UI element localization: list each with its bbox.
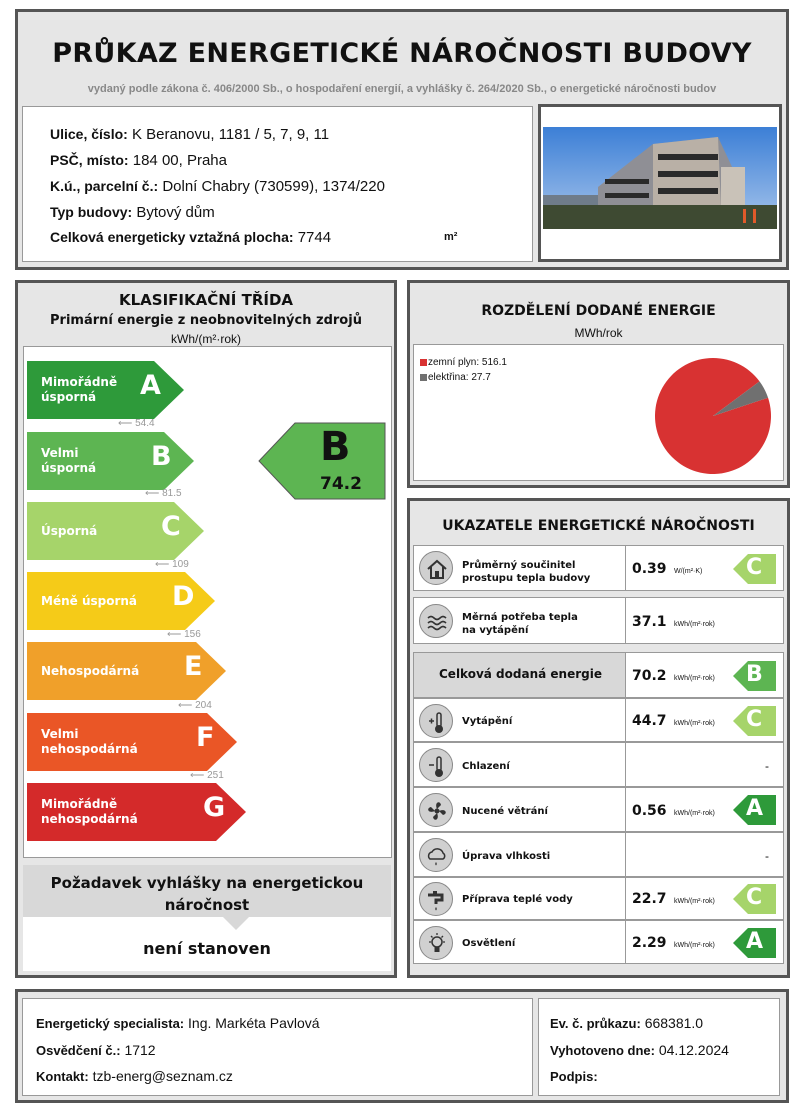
threshold-bc: ⟵ 81.5 — [145, 488, 182, 499]
street-label: Ulice, číslo: — [50, 126, 128, 142]
building-photo — [538, 104, 782, 262]
threshold-cd: ⟵ 109 — [155, 559, 189, 570]
area-value: 7744 — [297, 229, 332, 246]
sign-row — [550, 1068, 598, 1084]
indicator-u-value-label2: prostupu tepla budovy — [462, 573, 591, 584]
class-e-letter: E — [184, 651, 203, 682]
class-a-letter: A — [140, 370, 161, 401]
ev-row — [550, 1015, 703, 1031]
indicator-u-value-number: 0.39 — [632, 561, 667, 577]
contact-label: Kontakt: — [36, 1069, 89, 1084]
type-value: Bytový dům — [136, 204, 215, 221]
indicator-heating-number: 44.7 — [632, 713, 667, 729]
indicator-total-energy-number: 70.2 — [632, 668, 667, 684]
class-g-letter: G — [203, 792, 226, 823]
class-f-arrow — [27, 713, 237, 771]
class-g-arrow — [27, 783, 246, 841]
indicator-row-humidity — [413, 832, 784, 877]
specialist-box — [22, 998, 533, 1096]
threshold-de-value: 156 — [184, 629, 201, 640]
indicator-lighting-name — [413, 920, 626, 964]
legend-electricity — [420, 372, 491, 383]
threshold-ef-value: 204 — [195, 700, 212, 711]
class-c-letter: C — [161, 511, 181, 542]
indicator-heat-demand-number: 37.1 — [632, 614, 667, 630]
threshold-bc-value: 81.5 — [162, 488, 182, 499]
indicator-ventilation-label: Nucené větrání — [462, 806, 548, 817]
pie-chart — [652, 355, 774, 477]
threshold-ab-value: 54.4 — [135, 418, 155, 429]
class-a-label — [41, 361, 117, 419]
indicator-row-u-value — [413, 545, 784, 591]
indicator-cooling-name — [413, 742, 626, 787]
indicator-total-energy-grade-letter: B — [746, 662, 763, 687]
area-label: Celková energeticky vztažná plocha: — [50, 229, 294, 245]
indicator-cooling-dash: - — [765, 759, 769, 773]
sign-label: Podpis: — [550, 1069, 598, 1084]
indicator-heating-value-cell — [626, 698, 784, 742]
indicator-row-cooling — [413, 742, 784, 787]
legend-gas-label: zemní plyn: 516.1 — [428, 357, 507, 368]
requirement-value: není stanoven — [143, 939, 271, 958]
indicator-lighting-value-cell — [626, 920, 784, 964]
indicator-hot-water-value-cell — [626, 877, 784, 920]
indicator-u-value-label — [462, 559, 590, 585]
indicator-lighting-grade-letter: A — [746, 929, 764, 954]
cadastre-value: Dolní Chabry (730599), 1374/220 — [162, 178, 385, 195]
threshold-fg: ⟵ 251 — [190, 770, 224, 781]
indicator-total-energy-grade — [733, 661, 776, 691]
legend-electricity-label: elektřina: 27.7 — [428, 372, 491, 383]
indicator-cooling-label: Chlazení — [462, 761, 510, 772]
distribution-unit: MWh/rok — [574, 326, 623, 340]
indicator-u-value-label1: Průměrný součinitel — [462, 560, 576, 571]
indicator-heat-demand-label1: Měrná potřeba tepla — [462, 612, 578, 623]
current-class-marker — [258, 422, 386, 500]
cadastre-row — [50, 178, 385, 195]
indicator-lighting-number: 2.29 — [632, 935, 667, 951]
contact-row — [36, 1068, 233, 1084]
zip-value: 184 00, Praha — [132, 152, 227, 169]
class-g-line1: Mimořádně — [41, 797, 118, 811]
indicator-hot-water-name — [413, 877, 626, 920]
certificate-value: 1712 — [124, 1042, 156, 1058]
area-unit: m² — [444, 231, 458, 243]
indicator-u-value-unit: W/(m²·K) — [674, 568, 703, 575]
fan-icon — [419, 793, 453, 827]
indicator-humidity-name — [413, 832, 626, 877]
indicators-title: UKAZATELE ENERGETICKÉ NÁROČNOSTI — [442, 518, 755, 534]
indicator-humidity-label: Úprava vlhkosti — [462, 851, 551, 862]
class-d-line1: Méně úsporná — [41, 593, 138, 608]
class-a-line1: Mimořádně — [41, 375, 118, 389]
certificate-box — [538, 998, 780, 1096]
requirement-label: Požadavek vyhlášky na energetickou náročnost — [50, 874, 364, 914]
indicator-heat-demand-label2: na vytápění — [462, 625, 529, 636]
indicator-hot-water-unit: kWh/(m²·rok) — [674, 898, 715, 905]
cadastre-label: K.ú., parcelní č.: — [50, 178, 159, 194]
class-b-label — [41, 432, 96, 490]
indicator-hot-water-grade — [733, 884, 776, 914]
address-box — [22, 106, 533, 262]
ev-label: Ev. č. průkazu: — [550, 1016, 641, 1031]
classification-subtitle: Primární energie z neobnovitelných zdrojů — [50, 313, 362, 328]
class-c-label — [41, 502, 97, 560]
ev-value: 668381.0 — [644, 1015, 704, 1031]
indicator-heating-label: Vytápění — [462, 716, 513, 727]
indicator-heat-demand-unit: kWh/(m²·rok) — [674, 621, 715, 628]
legend-gas-swatch — [420, 359, 427, 366]
threshold-de: ⟵ 156 — [167, 629, 201, 640]
indicator-humidity-dash: - — [765, 849, 769, 863]
indicator-heating-name — [413, 698, 626, 742]
thermometer-plus-icon — [419, 704, 453, 738]
date-row — [550, 1042, 729, 1058]
requirement-box — [23, 865, 391, 917]
indicator-total-energy-name — [413, 652, 626, 698]
street-row — [50, 126, 329, 143]
indicator-heat-demand-label — [462, 611, 578, 637]
indicator-hot-water-label: Příprava teplé vody — [462, 894, 573, 905]
classification-unit: kWh/(m²·rok) — [171, 332, 241, 346]
water-tap-icon — [419, 882, 453, 916]
indicator-heat-demand-name — [413, 597, 626, 644]
class-d-letter: D — [172, 581, 195, 612]
indicator-total-energy-unit: kWh/(m²·rok) — [674, 675, 715, 682]
indicator-lighting-grade — [733, 928, 776, 958]
class-e-arrow — [27, 642, 226, 700]
document-subtitle: vydaný podle zákona č. 406/2000 Sb., o hospodaření energií, a vyhlášky č. 264/2020 Sb., o energetické náročnosti budov — [87, 83, 717, 95]
humidity-cloud-icon — [419, 838, 453, 872]
classification-title: KLASIFIKAČNÍ TŘÍDA — [118, 291, 294, 309]
zip-row — [50, 152, 227, 169]
house-icon — [419, 551, 453, 585]
indicator-row-heating — [413, 698, 784, 742]
indicator-row-lighting — [413, 920, 784, 964]
requirement-value-box — [23, 917, 391, 971]
date-value: 04.12.2024 — [658, 1042, 729, 1058]
class-b-line2: úsporná — [41, 461, 97, 475]
indicator-cooling-value-cell — [626, 742, 784, 787]
class-c-arrow — [27, 502, 204, 560]
threshold-cd-value: 109 — [172, 559, 189, 570]
indicator-lighting-unit: kWh/(m²·rok) — [674, 942, 715, 949]
class-e-label — [41, 642, 139, 700]
class-e-line1: Nehospodárná — [41, 663, 140, 678]
current-class-value: 74.2 — [320, 474, 362, 494]
zip-label: PSČ, místo: — [50, 152, 129, 168]
area-row — [50, 229, 331, 246]
class-g-label — [41, 783, 138, 841]
indicator-row-hot-water — [413, 877, 784, 920]
class-a-arrow — [27, 361, 184, 419]
indicator-u-value-value-cell — [626, 545, 784, 591]
indicator-u-value-grade — [733, 554, 776, 584]
type-row — [50, 204, 215, 221]
indicator-heating-grade-letter: C — [746, 707, 763, 732]
indicator-ventilation-unit: kWh/(m²·rok) — [674, 810, 715, 817]
indicator-row-heat-demand — [413, 597, 784, 644]
indicator-ventilation-grade-letter: A — [746, 796, 764, 821]
indicator-heating-unit: kWh/(m²·rok) — [674, 720, 715, 727]
threshold-fg-value: 251 — [207, 770, 224, 781]
legend-electricity-swatch — [420, 374, 427, 381]
current-class-letter: B — [320, 424, 351, 470]
class-b-arrow — [27, 432, 194, 490]
indicator-ventilation-value-cell — [626, 787, 784, 832]
type-label: Typ budovy: — [50, 204, 133, 220]
specialist-label: Energetický specialista: — [36, 1016, 185, 1031]
legend-gas — [420, 357, 507, 368]
certificate-row — [36, 1042, 156, 1058]
street-value: K Beranovu, 1181 / 5, 7, 9, 11 — [131, 126, 330, 143]
requirement-pointer — [223, 917, 249, 931]
distribution-title: ROZDĚLENÍ DODANÉ ENERGIE — [481, 303, 716, 319]
threshold-ab: ⟵ 54.4 — [118, 418, 155, 429]
class-f-letter: F — [196, 722, 215, 753]
indicator-ventilation-grade — [733, 795, 776, 825]
class-f-line2: nehospodárná — [41, 742, 138, 756]
class-f-line1: Velmi — [41, 727, 79, 741]
indicator-total-energy-label: Celková dodaná energie — [439, 667, 602, 681]
indicator-row-ventilation — [413, 787, 784, 832]
class-c-line1: Úsporná — [41, 523, 98, 538]
class-f-label — [41, 713, 138, 771]
indicator-ventilation-number: 0.56 — [632, 803, 667, 819]
class-g-line2: nehospodárná — [41, 812, 138, 826]
distribution-chart — [413, 344, 784, 481]
indicator-heating-grade — [733, 706, 776, 736]
indicator-humidity-value-cell — [626, 832, 784, 877]
threshold-ef: ⟵ 204 — [178, 700, 212, 711]
class-b-line1: Velmi — [41, 446, 79, 460]
class-a-line2: úsporná — [41, 390, 97, 404]
specialist-row — [36, 1015, 320, 1031]
indicator-hot-water-number: 22.7 — [632, 891, 667, 907]
class-d-arrow — [27, 572, 215, 630]
light-bulb-icon — [419, 926, 453, 960]
certificate-label: Osvědčení č.: — [36, 1043, 121, 1058]
indicator-total-energy-value-cell — [626, 652, 784, 698]
document-title: PRŮKAZ ENERGETICKÉ NÁROČNOSTI BUDOVY — [52, 38, 752, 69]
thermometer-minus-icon — [419, 748, 453, 782]
date-label: Vyhotoveno dne: — [550, 1043, 655, 1058]
indicator-ventilation-name — [413, 787, 626, 832]
indicator-lighting-label: Osvětlení — [462, 938, 516, 949]
heat-waves-icon — [419, 604, 453, 638]
indicator-hot-water-grade-letter: C — [746, 885, 763, 910]
indicator-heat-demand-value-cell — [626, 597, 784, 644]
contact-value: tzb-energ@seznam.cz — [92, 1068, 233, 1084]
class-b-letter: B — [151, 441, 172, 472]
class-d-label — [41, 572, 137, 630]
indicator-u-value-name — [413, 545, 626, 591]
indicator-row-total-energy — [413, 652, 784, 698]
indicator-u-value-grade-letter: C — [746, 555, 763, 580]
specialist-value: Ing. Markéta Pavlová — [188, 1015, 320, 1031]
